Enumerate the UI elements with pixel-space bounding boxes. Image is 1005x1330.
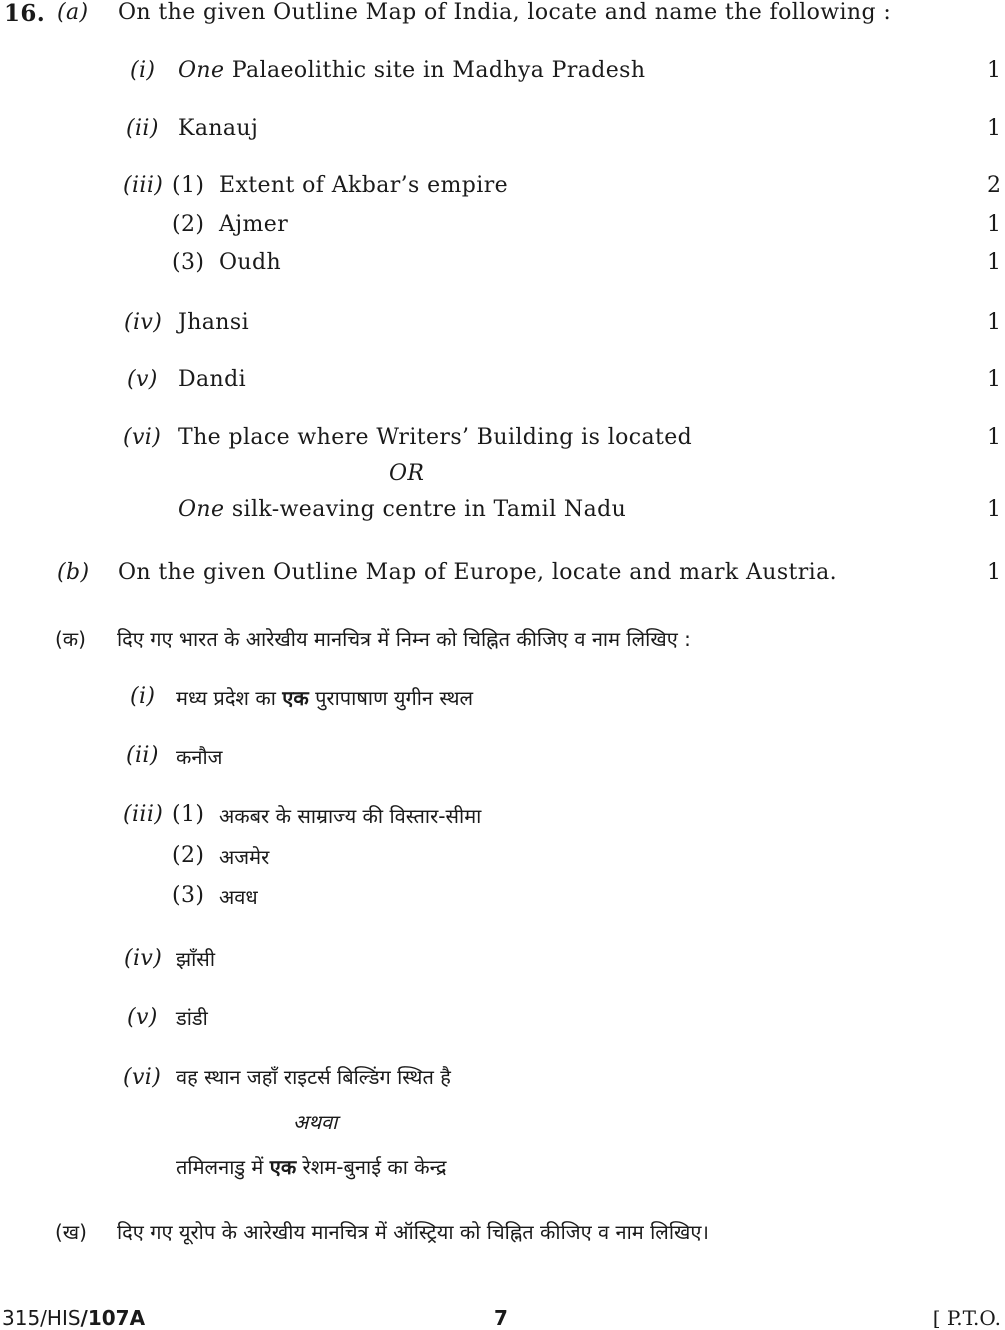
item-text bbox=[178, 58, 645, 83]
marks: 1 bbox=[987, 497, 1001, 522]
sub-text: Extent of Akbar’s empire bbox=[219, 173, 509, 198]
paper-code bbox=[2, 1306, 145, 1330]
marks: 2 bbox=[987, 173, 1001, 198]
item-text: वह स्थान जहाँ राइटर्स बिल्डिंग स्थित है bbox=[176, 1065, 451, 1089]
item-text-pre: मध्य प्रदेश का bbox=[176, 686, 283, 710]
sub-text: Ajmer bbox=[219, 212, 289, 237]
item-text: The place where Writers’ Building is located bbox=[178, 425, 693, 450]
marks: 1 bbox=[987, 367, 1001, 392]
page-number: 7 bbox=[494, 1306, 508, 1330]
marks: 1 bbox=[987, 212, 1001, 237]
item-emphasis: एक bbox=[282, 686, 309, 710]
item-text: झाँसी bbox=[176, 947, 215, 971]
item-num: (vi) bbox=[123, 425, 162, 450]
sub-text: अकबर के साम्राज्य की विस्तार-सीमा bbox=[219, 804, 482, 828]
sub-num: (2) bbox=[172, 212, 205, 237]
item-num: (v) bbox=[127, 367, 158, 392]
item-text: डांडी bbox=[176, 1006, 208, 1030]
hindi-part-a-label: (क) bbox=[55, 627, 86, 651]
part-a-label: (a) bbox=[57, 0, 89, 25]
item-text: कनौज bbox=[176, 745, 223, 769]
hindi-part-a-instruction: दिए गए भारत के आरेखीय मानचित्र में निम्न को चिह्नित कीजिए व नाम लिखिए : bbox=[117, 627, 691, 651]
part-b-label: (b) bbox=[57, 560, 90, 585]
item-text: Kanauj bbox=[178, 116, 259, 141]
marks: 1 bbox=[987, 425, 1001, 450]
sub-num: (3) bbox=[172, 883, 205, 908]
sub-text: अवध bbox=[219, 885, 258, 909]
item-num: (vi) bbox=[123, 1065, 162, 1090]
or-separator: OR bbox=[389, 461, 425, 486]
part-b-text: On the given Outline Map of Europe, locate and mark Austria. bbox=[118, 560, 838, 585]
item-text-rest: रेशम-बुनाई का केन्द्र bbox=[296, 1155, 447, 1179]
item-num: (iv) bbox=[124, 310, 163, 335]
item-emphasis: एक bbox=[269, 1155, 297, 1179]
sub-text: Oudh bbox=[219, 250, 282, 275]
item-num: (iv) bbox=[124, 946, 163, 971]
marks: 1 bbox=[987, 58, 1001, 83]
item-num: (iii) bbox=[123, 173, 164, 198]
item-num: (v) bbox=[127, 1005, 158, 1030]
item-text-rest: Palaeolithic site in Madhya Pradesh bbox=[224, 58, 646, 83]
sub-text: अजमेर bbox=[219, 845, 270, 869]
item-num: (i) bbox=[130, 58, 156, 83]
item-text bbox=[176, 684, 473, 711]
hindi-part-b-text: दिए गए यूरोप के आरेखीय मानचित्र में ऑस्ट्रिया को चिह्नित कीजिए व नाम लिखिए। bbox=[117, 1220, 710, 1244]
paper-code-prefix: 315/HIS bbox=[2, 1306, 81, 1330]
pto-label: [ P.T.O. bbox=[932, 1306, 1001, 1330]
sub-num: (1) bbox=[172, 802, 205, 827]
item-text-rest: silk-weaving centre in Tamil Nadu bbox=[224, 497, 627, 522]
item-num: (ii) bbox=[126, 743, 159, 768]
item-num: (i) bbox=[130, 684, 156, 709]
question-number: 16. bbox=[4, 0, 46, 27]
item-text-alt bbox=[176, 1153, 446, 1180]
item-emphasis: One bbox=[178, 497, 225, 522]
sub-num: (2) bbox=[172, 843, 205, 868]
or-separator: अथवा bbox=[293, 1110, 338, 1134]
item-emphasis: One bbox=[178, 58, 225, 83]
marks: 1 bbox=[987, 116, 1001, 141]
marks: 1 bbox=[987, 560, 1001, 585]
marks: 1 bbox=[987, 310, 1001, 335]
paper-code-suffix: /107A bbox=[80, 1306, 146, 1330]
hindi-part-b-label: (ख) bbox=[55, 1220, 87, 1244]
part-a-instruction: On the given Outline Map of India, locate and name the following : bbox=[118, 0, 892, 25]
sub-num: (1) bbox=[172, 173, 205, 198]
marks: 1 bbox=[987, 250, 1001, 275]
item-num: (ii) bbox=[126, 116, 159, 141]
item-text-alt bbox=[178, 497, 626, 522]
item-text-pre: तमिलनाडु में bbox=[176, 1155, 270, 1179]
item-num: (iii) bbox=[123, 802, 164, 827]
item-text: Jhansi bbox=[178, 310, 249, 335]
item-text-rest: पुरापाषाण युगीन स्थल bbox=[308, 686, 474, 710]
item-text: Dandi bbox=[178, 367, 247, 392]
sub-num: (3) bbox=[172, 250, 205, 275]
